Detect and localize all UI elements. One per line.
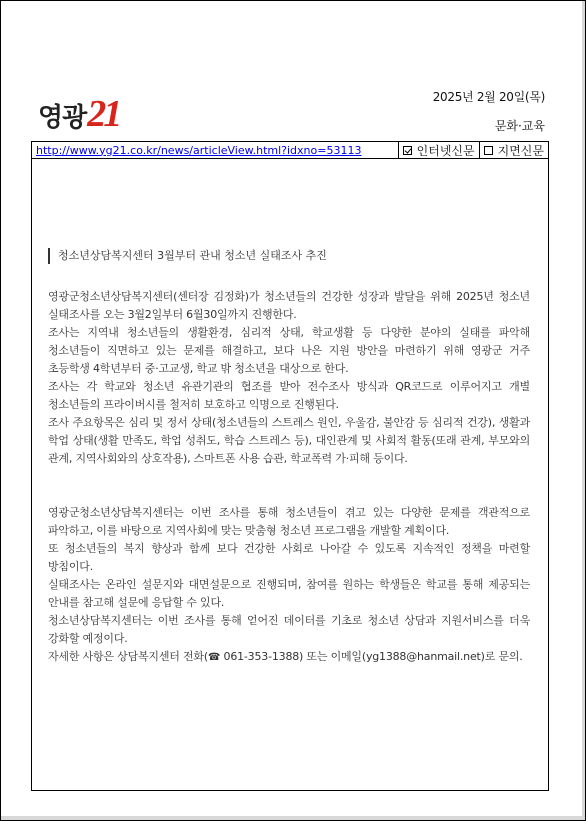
option-internet-newspaper[interactable]	[399, 142, 480, 158]
checked-checkbox-icon[interactable]	[403, 146, 412, 155]
option-label: 인터넷신문	[416, 143, 475, 158]
logo-text: 영광	[38, 103, 87, 133]
contact-paragraph	[48, 648, 530, 667]
paragraph-gap	[48, 468, 530, 504]
contact-prefix: 자세한 사항은 상담복지센터 전화(	[48, 650, 208, 663]
option-label: 지면신문	[497, 143, 544, 158]
article-paragraph: 조사는 지역내 청소년들의 생활환경, 심리적 상태, 학교생활 등 다양한 분야의 실태를 파악해 청소년들이 직면하고 있는 문제를 해결하고, 보다 나은 지원 방안을 마련하기 위해 영광군 거주 초등학생 4학년부터 중·고교생, 학교 밖 청소년을 대상으로 한다.	[48, 326, 530, 375]
article-paragraph: 영광군청소년상담복지센터(센터장 김정화)가 청소년들의 건강한 성장과 발달을 위해 2025년 청소년 실태조사를 오는 3월2일부터 6월30일까지 진행한다.	[48, 290, 530, 321]
publication-date: 2025년 2월 20일(목)	[432, 90, 545, 104]
article-paragraph: 조사는 각 학교와 청소년 유관기관의 협조를 받아 전수조사 방식과 QR코드로 이루어지고 개별 청소년들의 프라이버시를 철저히 보호하고 익명으로 진행된다.	[48, 380, 530, 411]
page-shadow-bottom	[1, 816, 585, 820]
logo-number: 21	[87, 93, 120, 135]
url-bar	[31, 141, 549, 159]
url-cell	[32, 142, 399, 158]
newspaper-logo	[38, 92, 120, 135]
article-paragraph: 영광군청소년상담복지센터는 이번 조사를 통해 청소년들이 겪고 있는 다양한 문제를 객관적으로 파악하고, 이를 바탕으로 지역사회에 맞는 맞춤형 청소년 프로그램을 개발할 계획이다.	[48, 506, 530, 537]
article-paragraph: 청소년상담복지센터는 이번 조사를 통해 얻어진 데이터를 기초로 청소년 상담과 지원서비스를 더욱 강화할 예정이다.	[48, 614, 530, 645]
article-headline: 청소년상담복지센터 3월부터 관내 청소년 실태조사 추진	[48, 248, 327, 264]
phone-icon: ☎	[207, 652, 221, 663]
section-label: 문화·교육	[494, 119, 545, 133]
article-url-link[interactable]: http://www.yg21.co.kr/news/articleView.html?idxno=53113	[36, 143, 362, 157]
article-body	[48, 288, 530, 667]
contact-suffix: 061-353-1388) 또는 이메일(yg1388@hanmail.net)로 문의.	[220, 650, 523, 663]
article-paragraph: 조사 주요항목은 심리 및 정서 상태(청소년들의 스트레스 원인, 우울감, 불안감 등 심리적 건강), 생활과 학업 상태(생활 만족도, 학업 성취도, 학습 스트레스 등), 대인관계 및 사회적 활동(또래 관계, 부모와의 관계, 지역사회와의 상호작용), 스마트폰 사용 습관, 학교폭력 가·피해 등이다.	[48, 416, 530, 465]
page-shadow-right	[582, 1, 585, 820]
article-paragraph: 또 청소년들의 복지 향상과 함께 보다 건강한 사회로 나아갈 수 있도록 지속적인 정책을 마련할 방침이다.	[48, 542, 530, 573]
option-print-newspaper[interactable]	[480, 142, 548, 158]
unchecked-checkbox-icon[interactable]	[484, 146, 493, 155]
article-paragraph: 실태조사는 온라인 설문지와 대면설문으로 진행되며, 참여를 원하는 학생들은 학교를 통해 제공되는 안내를 참고해 설문에 응답할 수 있다.	[48, 578, 530, 609]
